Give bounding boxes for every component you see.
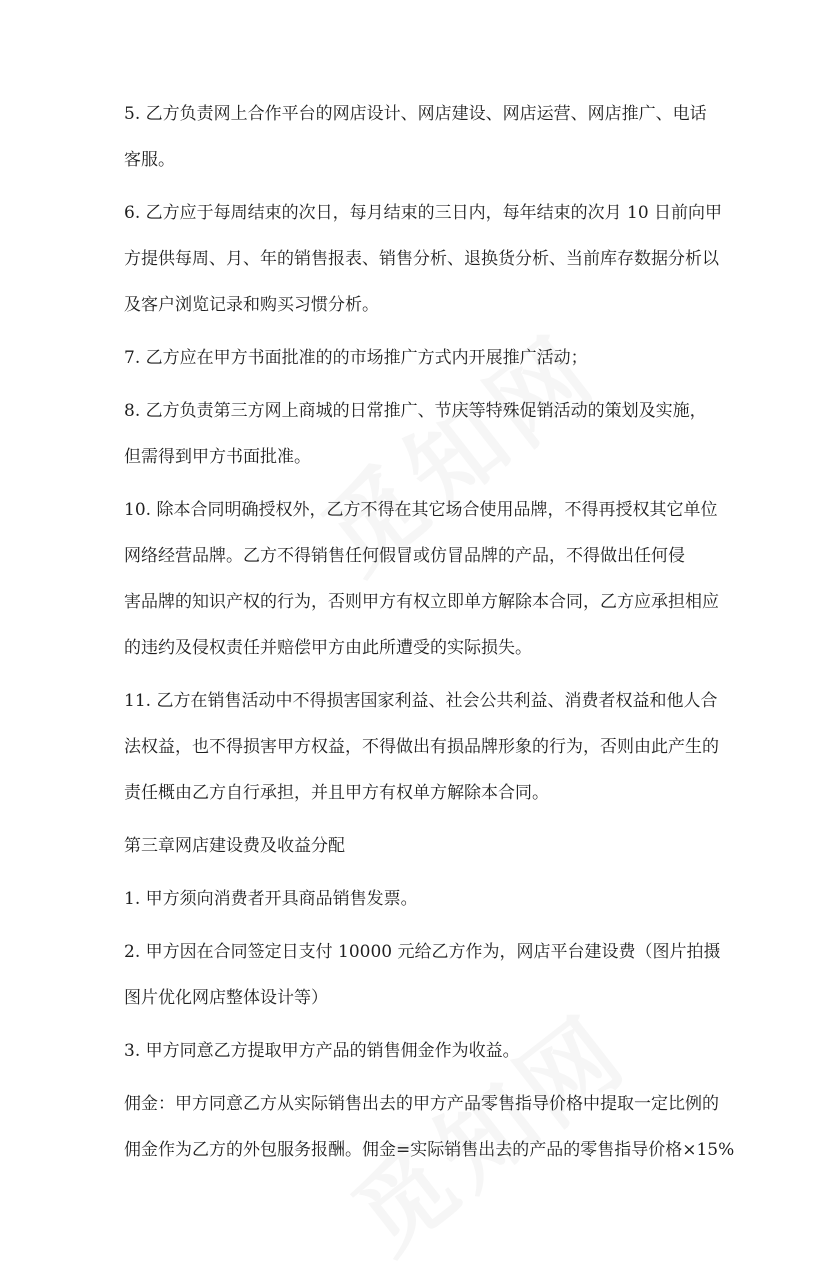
text-line: 6. 乙方应于每周结束的次日，每月结束的三日内，每年结束的次月 10 日前向甲 xyxy=(124,203,723,223)
text-line: 害品牌的知识产权的行为，否则甲方有权立即单方解除本合同，乙方应承担相应 xyxy=(124,592,719,612)
document-body xyxy=(124,100,735,1182)
text-line: 3. 甲方同意乙方提取甲方产品的销售佣金作为收益。 xyxy=(124,1041,520,1061)
text-line: 但需得到甲方书面批准。 xyxy=(124,447,311,467)
text-line: 图片优化网店整体设计等） xyxy=(124,988,328,1008)
text-line: 的违约及侵权责任并赔偿甲方由此所遭受的实际损失。 xyxy=(124,638,532,658)
text-line: 法权益，也不得损害甲方权益，不得做出有损品牌形象的行为，否则由此产生的 xyxy=(124,737,719,757)
text-line: 责任概由乙方自行承担，并且甲方有权单方解除本合同。 xyxy=(124,783,549,803)
text-line: 2. 甲方因在合同签定日支付 10000 元给乙方作为，网店平台建设费（图片拍摄 xyxy=(124,942,721,962)
text-line: 网络经营品牌。乙方不得销售任何假冒或仿冒品牌的产品，不得做出任何侵 xyxy=(124,546,685,566)
text-line: 5. 乙方负责网上合作平台的网店设计、网店建设、网店运营、网店推广、电话 xyxy=(124,104,707,124)
text-line: 客服。 xyxy=(124,150,175,170)
text-line: 11. 乙方在销售活动中不得损害国家利益、社会公共利益、消费者权益和他人合 xyxy=(124,691,718,711)
chapter-heading: 第三章网店建设费及收益分配 xyxy=(124,836,345,856)
text-line: 10. 除本合同明确授权外，乙方不得在其它场合使用品牌，不得再授权其它单位 xyxy=(124,500,718,520)
text-line: 1. 甲方须向消费者开具商品销售发票。 xyxy=(124,889,418,909)
text-line: 方提供每周、月、年的销售报表、销售分析、退换货分析、当前库存数据分析以 xyxy=(124,249,719,269)
text-line: 8. 乙方负责第三方网上商城的日常推广、节庆等特殊促销活动的策划及实施， xyxy=(124,401,707,421)
text-line: 佣金作为乙方的外包服务报酬。佣金=实际销售出去的产品的零售指导价格×15% xyxy=(124,1140,735,1160)
text-line: 7. 乙方应在甲方书面批准的的市场推广方式内开展推广活动； xyxy=(124,348,588,368)
text-line: 及客户浏览记录和购买习惯分析。 xyxy=(124,295,379,315)
text-line: 佣金：甲方同意乙方从实际销售出去的甲方产品零售指导价格中提取一定比例的 xyxy=(124,1094,719,1114)
